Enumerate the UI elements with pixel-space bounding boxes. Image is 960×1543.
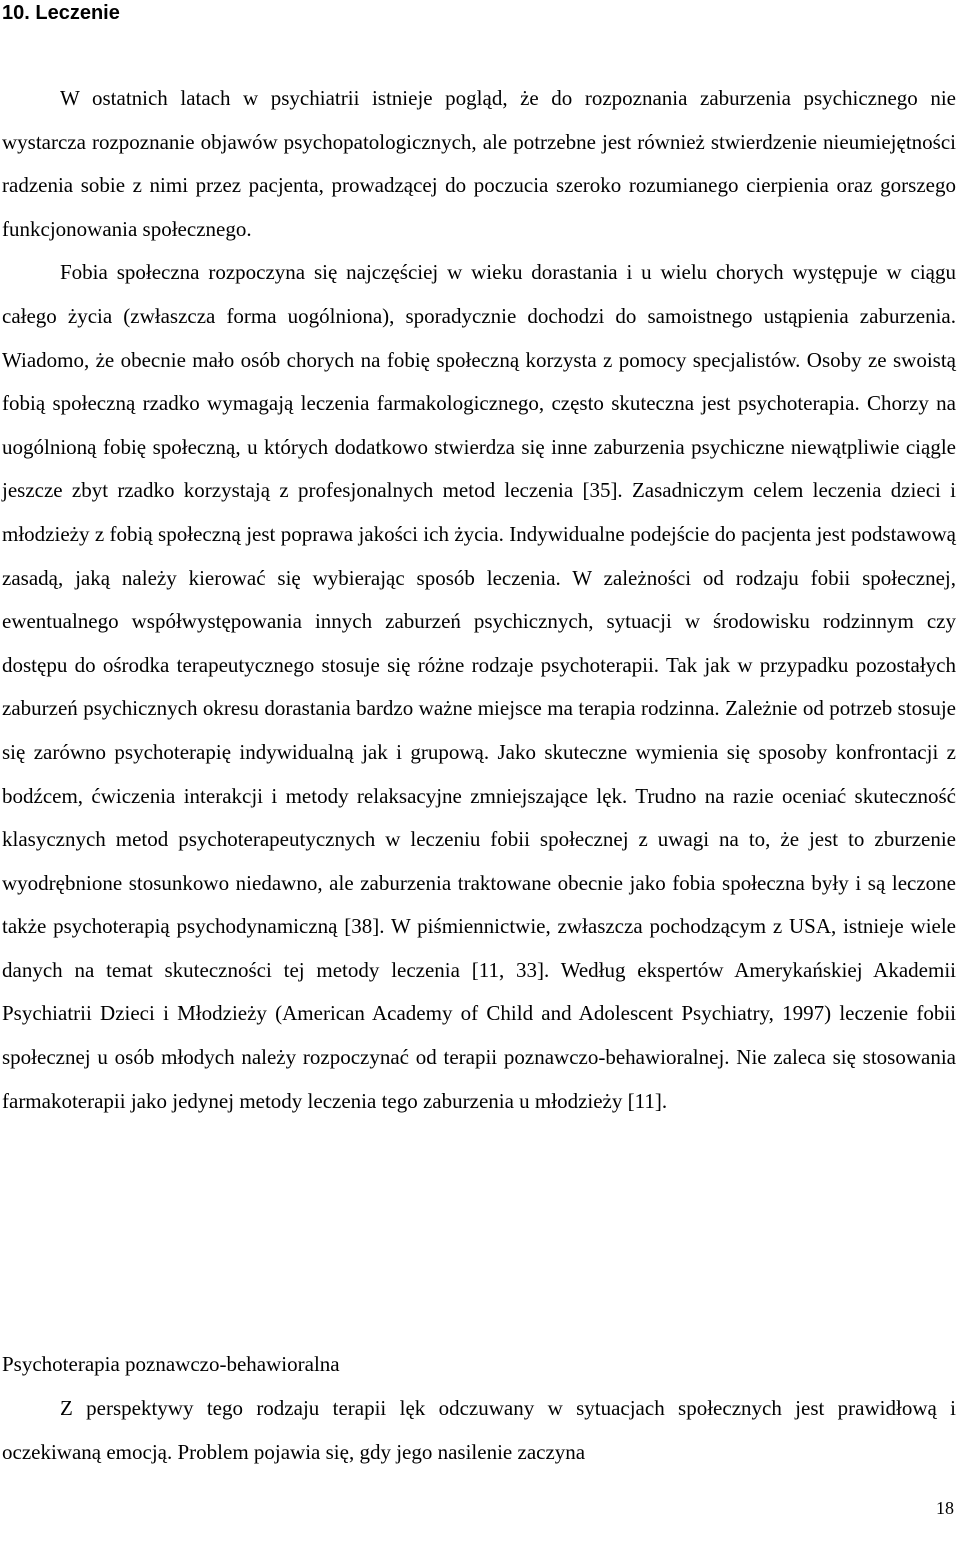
section-heading: 10. Leczenie [2, 2, 120, 24]
subsection-heading: Psychoterapia poznawczo-behawioralna [2, 1352, 340, 1376]
page-number: 18 [936, 1498, 954, 1518]
subsection-body [2, 1387, 956, 1474]
paragraph-social-phobia-treatment: Fobia społeczna rozpoczyna się najczęściej w wieku dorastania i u wielu chorych występuje w ciągu całego życia (zwłaszcza forma uogólniona), sporadycznie dochodzi do samoistnego ustąpienia zaburzenia. Wiadomo, że obecnie mało osób chorych na fobię społeczną korzysta z pomocy specjalistów. Osoby ze swoistą fobią społeczną rzadko wymagają leczenia farmakologicznego, często skuteczna jest psychoterapia. Chorzy na uogólnioną fobię społeczną, u których dodatkowo stwierdza się inne zaburzenia psychiczne niewątpliwie ciągle jeszcze zbyt rzadko korzystają z profesjonalnych metod leczenia [35]. Zasadniczym celem leczenia dzieci i młodzieży z fobią społeczną jest poprawa jakości ich życia. Indywidualne podejście do pacjenta jest podstawową zasadą, jaką należy kierować się wybierając sposób leczenia. W zależności od rodzaju fobii społecznej, ewentualnego współwystępowania innych zaburzeń psychicznych, sytuacji w środowisku rodzinnym czy dostępu do ośrodka terapeutycznego stosuje się różne rodzaje psychoterapii. Tak jak w przypadku pozostałych zaburzeń psychicznych okresu dorastania bardzo ważne miejsce ma terapia rodzinna. Zależnie od potrzeb stosuje się zarówno psychoterapię indywidualną jak i grupową. Jako skuteczne wymienia się sposoby konfrontacji z bodźcem, ćwiczenia interakcji i metody relaksacyjne zmniejszające lęk. Trudno na razie oceniać skuteczność klasycznych metod psychoterapeutycznych w leczeniu fobii społecznej z uwagi na to, że jest to zburzenie wyodrębnione stosunkowo niedawno, ale zaburzenia traktowane obecnie jako fobia społeczna były i są leczone także psychoterapią psychodynamiczną [38]. W piśmiennictwie, zwłaszcza pochodzącym z USA, istnieje wiele danych na temat skuteczności tej metody leczenia [11, 33]. Według ekspertów Amerykańskiej Akademii Psychiatrii Dzieci i Młodzieży (American Academy of Child and Adolescent Psychiatry, 1997) leczenie fobii społecznej u osób młodych należy rozpoczynać od terapii poznawczo-behawioralnej. Nie zaleca się stosowania farmakoterapii jako jedynej metody leczenia tego zaburzenia u młodzieży [11]. [2, 260, 956, 1113]
paragraph-intro: W ostatnich latach w psychiatrii istnieje pogląd, że do rozpoznania zaburzenia psychicznego nie wystarcza rozpoznanie objawów psychopatologicznych, ale potrzebne jest również stwierdzenie nieumiejętności radzenia sobie z nimi przez pacjenta, prowadzącej do poczucia szeroko rozumianego cierpienia oraz gorszego funkcjonowania społecznego. [2, 86, 956, 241]
paragraph-cbt: Z perspektywy tego rodzaju terapii lęk odczuwany w sytuacjach społecznych jest prawidłową i oczekiwaną emocją. Problem pojawia się, gdy jego nasilenie zaczyna [2, 1396, 956, 1464]
section-body [2, 77, 956, 1123]
